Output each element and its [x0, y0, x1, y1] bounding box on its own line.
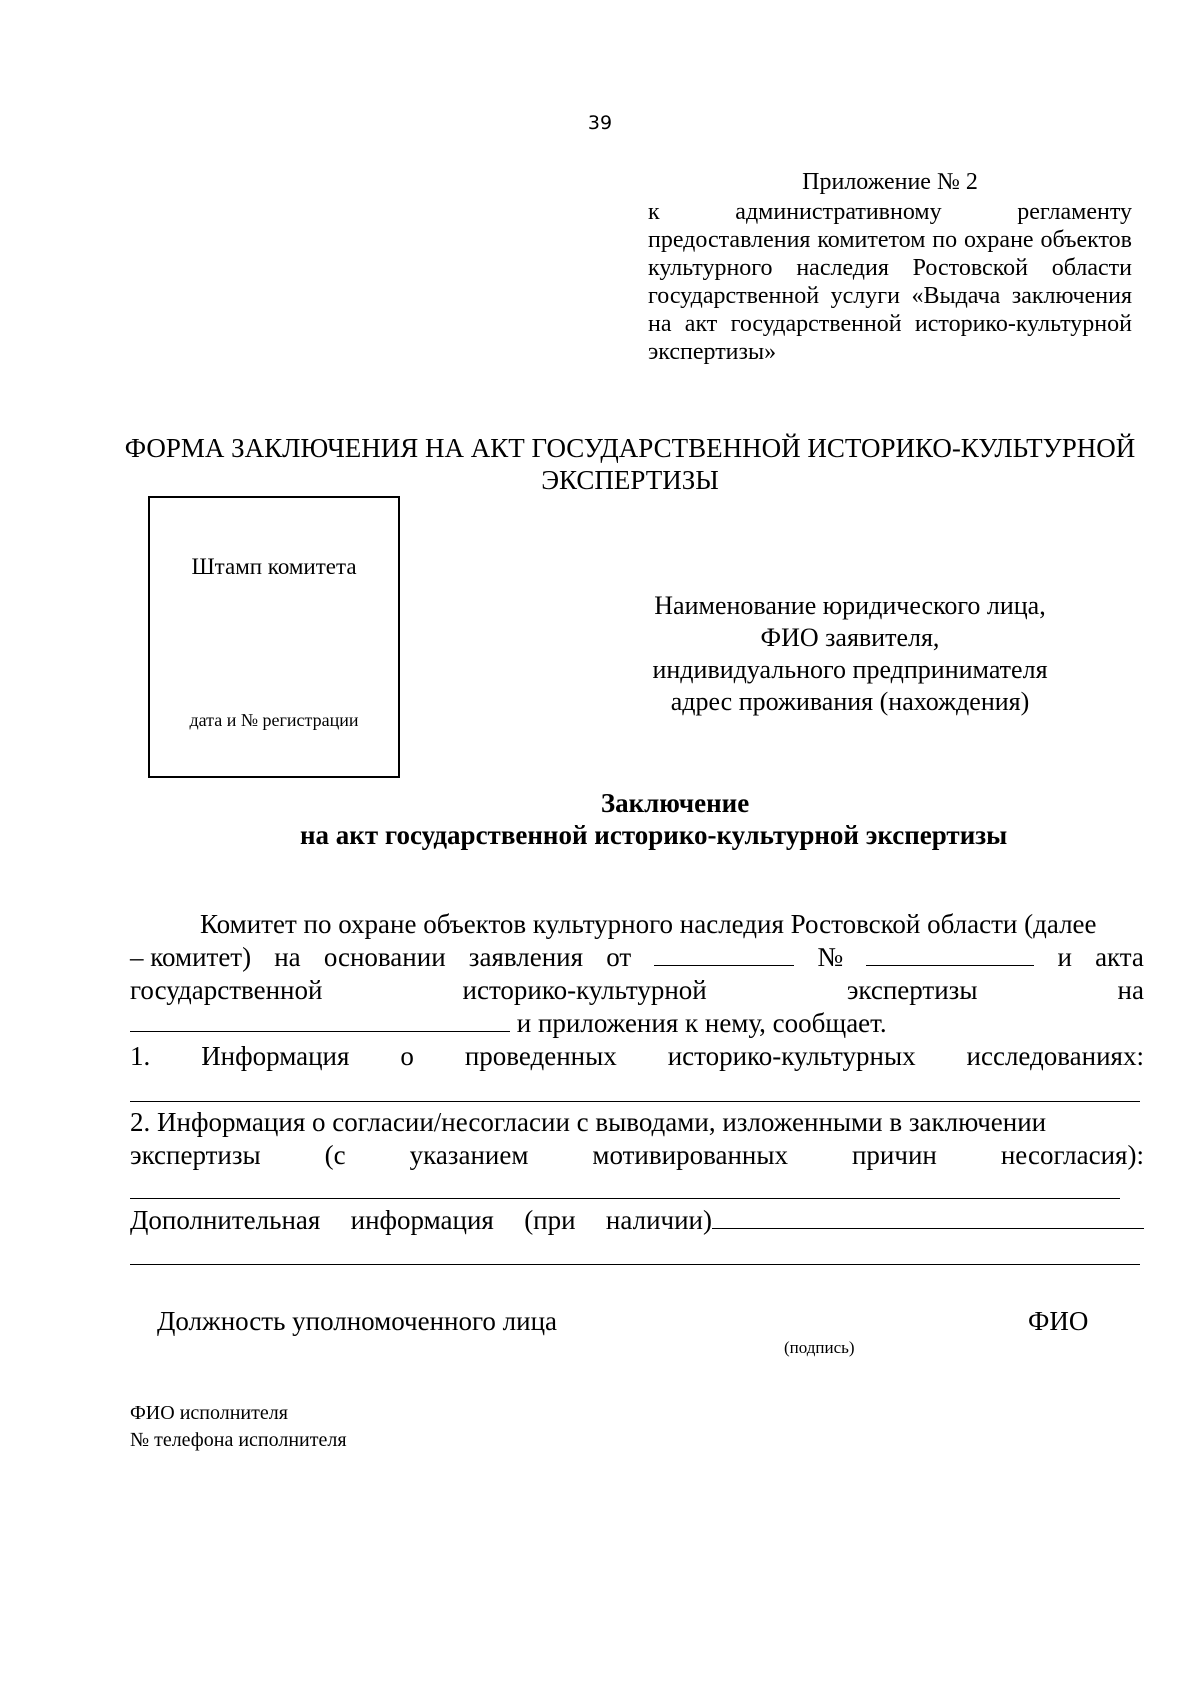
stamp-box: [148, 496, 400, 778]
p1-word: заявления: [468, 942, 584, 972]
executor-block: [130, 1400, 347, 1454]
p1-number-sign: №: [817, 942, 844, 972]
additional-info-block: [130, 1204, 1144, 1237]
applicant-line3: индивидуального предпринимателя: [652, 655, 1048, 684]
executor-phone: № телефона исполнителя: [130, 1429, 347, 1451]
form-title-line2: ЭКСПЕРТИЗЫ: [541, 465, 719, 495]
form-title: [120, 432, 1140, 496]
applicant-line1: Наименование юридического лица,: [654, 591, 1046, 620]
stamp-title: Штамп комитета: [191, 554, 357, 579]
item2-word: указанием: [409, 1140, 529, 1170]
item1-word: о: [400, 1041, 414, 1071]
item1-word: Информация: [201, 1041, 350, 1071]
appendix-number: Приложение № 2: [802, 169, 978, 195]
p1-line4-text: и приложения к нему, сообщает.: [516, 1008, 887, 1038]
item2-word: (с: [324, 1140, 346, 1170]
p1-word: государственной: [130, 975, 323, 1005]
item2-word: экспертизы: [130, 1140, 261, 1170]
additional-word: наличии): [605, 1205, 712, 1235]
p1-word: – комитет): [130, 942, 252, 972]
paragraph-1: [130, 908, 1144, 1073]
p1-line3: [130, 974, 1144, 1007]
p1-word: от: [606, 942, 632, 972]
p1-word: и: [1057, 942, 1072, 972]
item2-word: несогласия):: [1000, 1140, 1144, 1170]
stamp-registration: дата и № регистрации: [189, 710, 359, 730]
p1-line4: [130, 1007, 1144, 1040]
number-blank-field[interactable]: [866, 941, 1034, 966]
expert-act-blank-field[interactable]: [130, 1007, 510, 1032]
page-number: 39: [587, 112, 613, 134]
applicant-line2: ФИО заявителя,: [760, 623, 940, 652]
p1-word: основании: [323, 942, 446, 972]
additional-info-line: [130, 1204, 1144, 1237]
signatory-fio: ФИО: [1028, 1306, 1089, 1336]
additional-word: Дополнительная: [130, 1205, 321, 1235]
form-title-line1: ФОРМА ЗАКЛЮЧЕНИЯ НА АКТ ГОСУДАРСТВЕННОЙ ИСТОРИКО-КУЛЬТУРНОЙ: [124, 433, 1136, 463]
signature-label: (подпись): [784, 1338, 855, 1357]
p1-line1: Комитет по охране объектов культурного наследия Ростовской области (далее: [200, 909, 1097, 939]
p1-word: на: [274, 942, 301, 972]
item2-answer-line[interactable]: [130, 1198, 1120, 1199]
item2-word: мотивированных: [592, 1140, 788, 1170]
p1-word: историко-культурной: [462, 975, 707, 1005]
p1-line2: [130, 941, 1144, 974]
conclusion-title: Заключение: [600, 788, 750, 818]
additional-word: (при: [524, 1205, 576, 1235]
applicant-line4: адрес проживания (нахождения): [670, 687, 1030, 716]
item2-line1: 2. Информация о согласии/несогласии с выводами, изложенными в заключении: [130, 1107, 1047, 1137]
executor-name: ФИО исполнителя: [130, 1402, 288, 1424]
item1-line: [130, 1040, 1144, 1073]
date-blank-field[interactable]: [654, 941, 794, 966]
item1-word: историко-культурных: [667, 1041, 916, 1071]
p1-word: на: [1117, 975, 1144, 1005]
item1-word: 1.: [130, 1041, 151, 1071]
additional-word: информация: [350, 1205, 494, 1235]
additional-info-label: [130, 1204, 712, 1237]
p1-word: акта: [1095, 942, 1144, 972]
applicant-block: [600, 590, 1100, 718]
item1-word: исследованиях:: [966, 1041, 1144, 1071]
item2-word: причин: [851, 1140, 937, 1170]
appendix-text: к административному регламенту предоставления комитетом по охране объектов культурного наследия Ростовской области государственной услуги «Выдача заключения на акт государственной историко-культурной экспертизы»: [648, 199, 1132, 365]
additional-info-line-2[interactable]: [130, 1264, 1140, 1265]
item1-word: проведенных: [464, 1041, 617, 1071]
appendix-header: [648, 168, 1132, 366]
item2-line2: [130, 1139, 1144, 1172]
conclusion-subtitle: на акт государственной историко-культурной экспертизы: [300, 820, 1008, 850]
item2-block: [130, 1106, 1144, 1172]
p1-word: экспертизы: [846, 975, 978, 1005]
additional-info-field[interactable]: [712, 1204, 1144, 1229]
item1-answer-line[interactable]: [130, 1101, 1140, 1102]
signatory-position: Должность уполномоченного лица: [157, 1306, 558, 1336]
